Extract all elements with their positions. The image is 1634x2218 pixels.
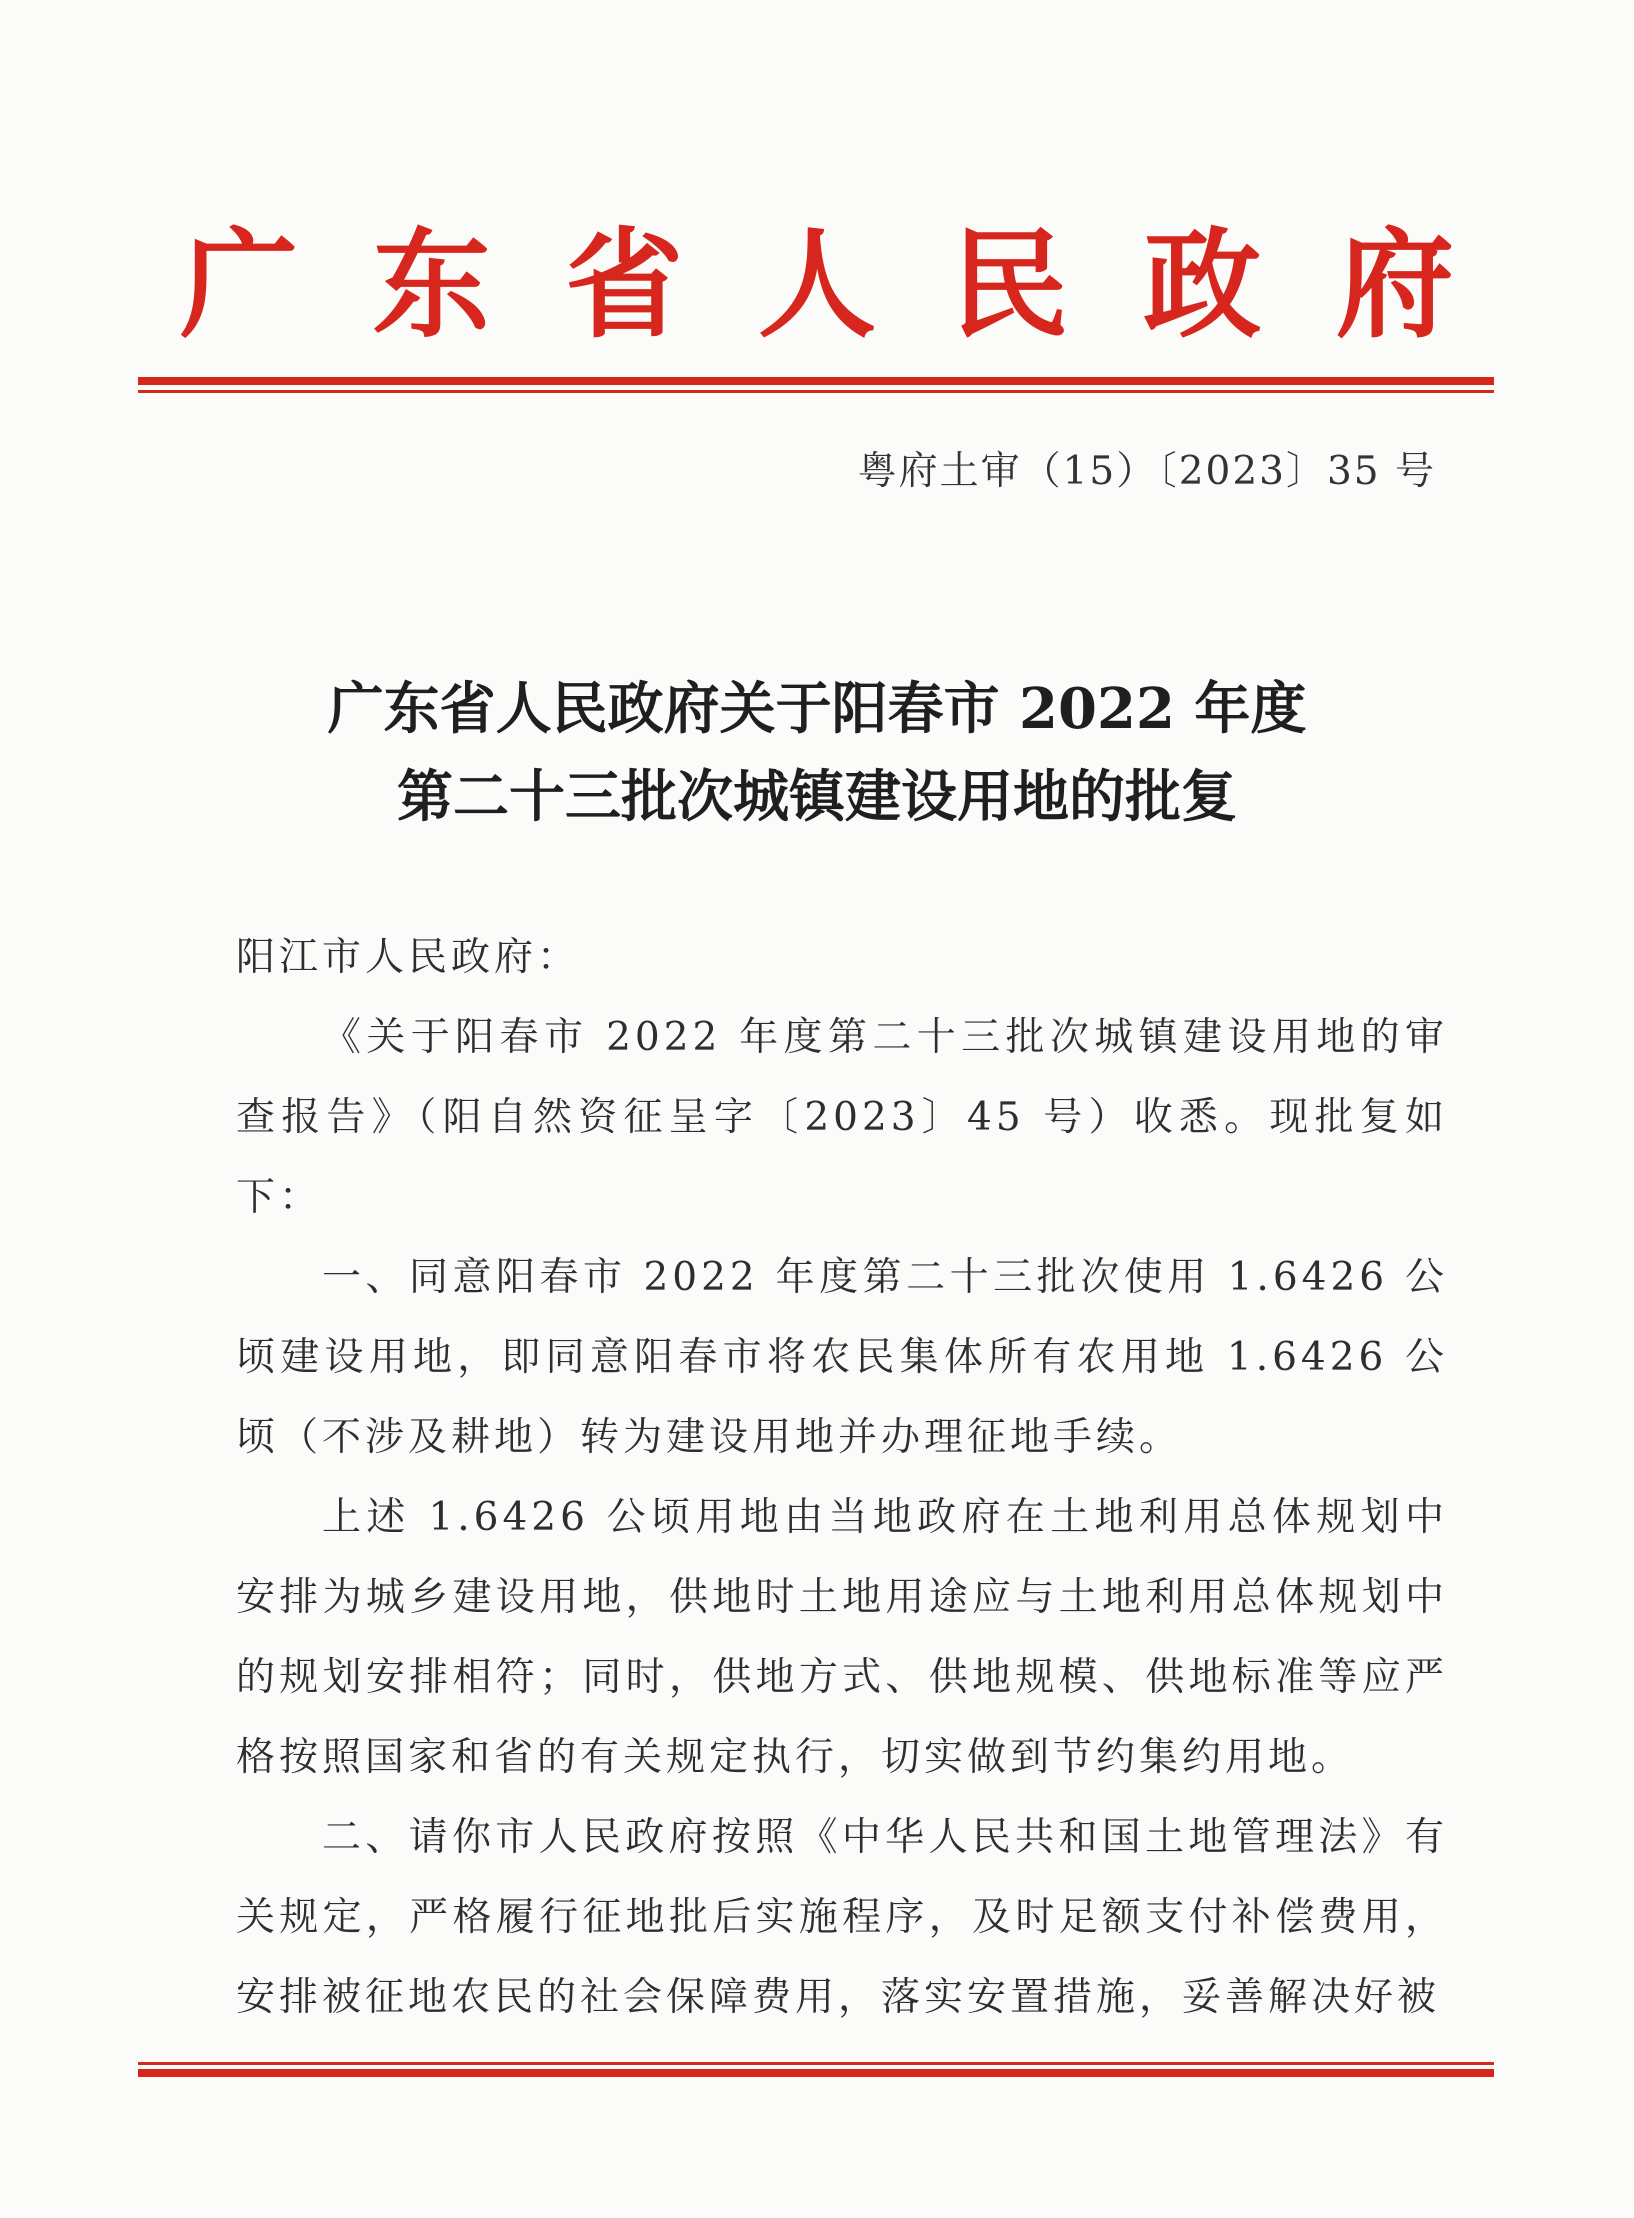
masthead-rule-thick: [138, 377, 1494, 385]
masthead-char: 政: [1143, 215, 1262, 354]
masthead-char: 人: [757, 215, 876, 354]
footer-rule-thick: [138, 2069, 1494, 2077]
masthead-char: 广: [180, 215, 299, 354]
masthead-char: 府: [1335, 215, 1454, 354]
footer-rule-thin: [138, 2062, 1494, 2065]
masthead-rule-thin: [138, 390, 1494, 393]
masthead-char: 省: [565, 215, 684, 354]
body-paragraph: 上述 1.6426 公顷用地由当地政府在土地利用总体规划中安排为城乡建设用地，供地时土地用途应与土地利用总体规划中的规划安排相符；同时，供地方式、供地规模、供地标准等应严格按照国家和省的有关规定执行，切实做到节约集约用地。: [236, 1495, 1448, 1780]
body-paragraph: 《关于阳春市 2022 年度第二十三批次城镇建设用地的审查报告》（阳自然资征呈字〔2023〕45 号）收悉。现批复如下：: [236, 1015, 1448, 1220]
document-title-line-1: 广东省人民政府关于阳春市 2022 年度: [327, 676, 1307, 742]
document-title-line-2: 第二十三批次城镇建设用地的批复: [397, 764, 1237, 830]
document-number: 粤府土审（15）〔2023〕35 号: [857, 449, 1436, 494]
document-title: [140, 665, 1494, 841]
masthead-char: 民: [950, 215, 1069, 354]
salutation: 阳江市人民政府：: [236, 935, 581, 980]
masthead: [140, 210, 1494, 360]
document-body: [236, 918, 1448, 2038]
body-paragraph: 二、请你市人民政府按照《中华人民共和国土地管理法》有关规定，严格履行征地批后实施程序，及时足额支付补偿费用，安排被征地农民的社会保障费用，落实安置措施，妥善解决好被: [236, 1815, 1448, 2020]
masthead-char: 东: [372, 215, 491, 354]
body-paragraph: 一、同意阳春市 2022 年度第二十三批次使用 1.6426 公顷建设用地，即同意阳春市将农民集体所有农用地 1.6426 公顷（不涉及耕地）转为建设用地并办理征地手续。: [236, 1255, 1448, 1460]
